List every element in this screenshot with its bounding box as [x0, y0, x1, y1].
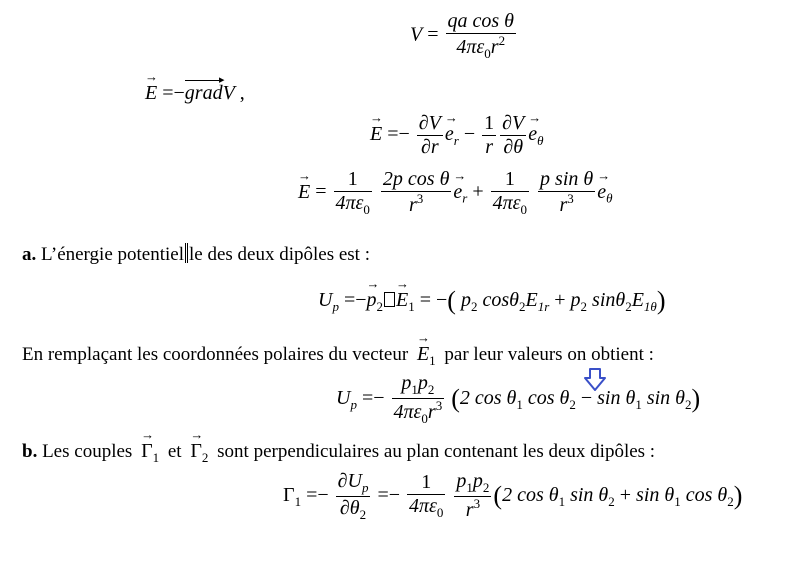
equation-potential-energy-polar: $U_p$ =− $\frac{p_1p_2}{4\pi\varepsilon_0r^3}$ (2 $\cos \theta_1$ $\cos \theta_2 - \sin \theta_1$ $\sin \theta_2$) [336, 372, 701, 426]
part-label-b: b. [22, 441, 38, 462]
part-label-a: a. [22, 244, 37, 265]
text-cursor-icon [185, 243, 188, 263]
paragraph-part-b: b. Les couples → $\Gamma_1$ et → $\Gamma_2$ sont perpendiculaires au plan contenant les deux dipôles : [22, 440, 655, 466]
symbol-v: V [410, 23, 423, 46]
equation-potential-energy: $U_p$ =−→ $p_2\to E_1$ = −( $p_2$ $\cos\theta_2E_{1r} + p_2$ $\sin\theta_2E_{1\theta}$) [318, 286, 665, 316]
equation-torque: $\Gamma_1$ =− $\frac{\partial U_p}{\partial\theta_2}$ =− $\frac{1}{4\pi\varepsilon_0}$ $\frac{p_1p_2}{r^3}$ (2 $\cos \theta_1$ $\sin \theta_2 + \sin \theta_1$ $\cos \theta_2$) [283, 470, 743, 522]
paragraph-remplacant: En remplaçant les coordonnées polaires du vecteur → $E_1$ par leur valeurs on obtient : [22, 343, 654, 369]
equation-field-explicit: → E = $\frac{1}{4\pi\varepsilon_0}$ $\frac{\text{2p cos θ}}{r^3}$ → $e_r$ + $\frac{1}{4\pi\varepsilon_0}$ $\frac{\text{p sin θ}}{r^3}$ → $e_\theta$ [298, 168, 612, 218]
equation-field-components: → E =− $\frac{\partial V}{\partial r}$ → $e_r$ − $\frac{1}{r}$ $\frac{\partial V}{\partial\theta}$ → $e_\theta$ [370, 112, 544, 159]
equation-potential: V = $\frac{\text{qa cos θ}}{4\pi\varepsilon_0r^2}$ [410, 10, 514, 61]
grad-operator: grad ▸ [185, 82, 223, 105]
fraction: $\frac{\text{qa cos θ}}{4\pi\varepsilon_0r^2}$ [447, 10, 514, 61]
dot-product-box [384, 292, 395, 307]
down-arrow-icon [584, 368, 606, 392]
vector-e: → E [145, 82, 157, 105]
paragraph-part-a: a. L’énergie potentiel le des deux dipôles est : [22, 244, 370, 265]
equation-gradient: → E =−grad ▸V , [145, 82, 245, 105]
